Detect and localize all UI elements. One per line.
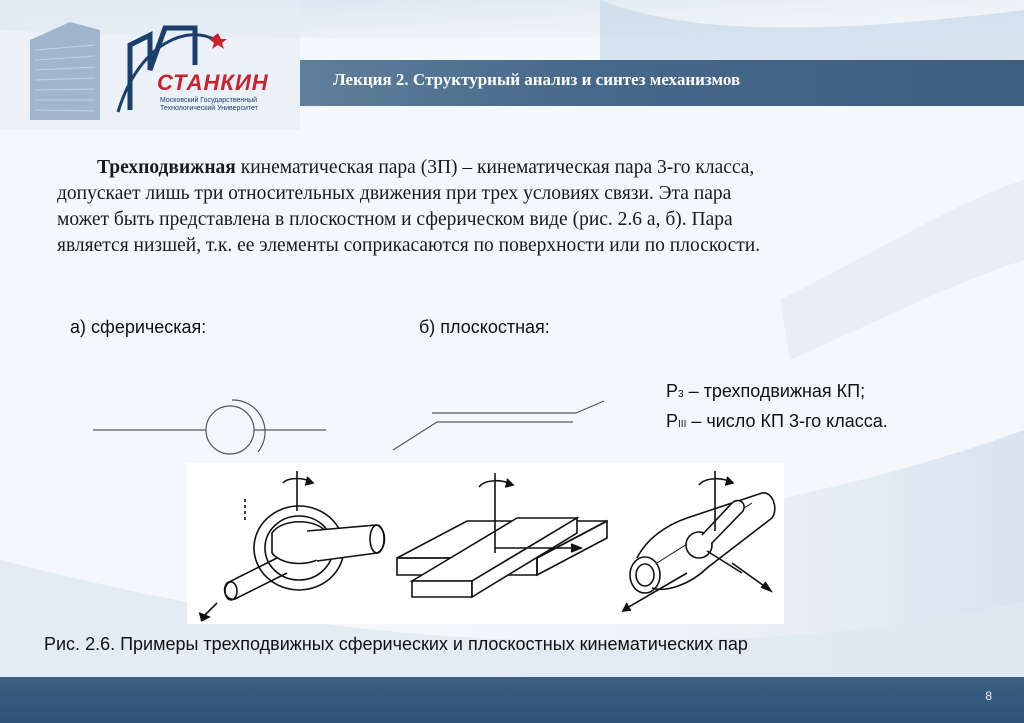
legend-symbol-1: Р xyxy=(666,381,679,401)
ball-joint-drawing xyxy=(199,471,385,621)
paragraph-line-4: является низшей, т.к. ее элементы соприкасаются по поверхности или по плоскости. xyxy=(57,235,761,256)
bold-term: Трехподвижная xyxy=(97,157,236,178)
cylinder-ball-drawing xyxy=(623,471,775,611)
figure-drawings xyxy=(187,463,784,624)
spherical-pair-symbol xyxy=(93,400,326,454)
page-number: 8 xyxy=(985,689,992,703)
legend-sub-2: III xyxy=(678,419,687,430)
planar-pair-symbol xyxy=(393,401,604,450)
figure-caption: Рис. 2.6. Примеры трехподвижных сферических и плоскостных кинематических пар xyxy=(44,634,748,654)
legend-text-1: – трехподвижная КП; xyxy=(683,381,866,401)
paragraph-line-3: может быть представлена в плоскостном и сферическом виде (рис. 2.6 а, б). Пара xyxy=(57,209,733,230)
legend-text-2: – число КП 3-го класса. xyxy=(686,411,888,431)
footer-bar xyxy=(0,677,1024,723)
line-1-text: кинематическая пара (3П) – кинематическая пара 3-го класса, xyxy=(235,157,755,178)
page-title: Лекция 2. Структурный анализ и синтез механизмов xyxy=(333,70,741,89)
caption-planar: б) плоскостная: xyxy=(419,317,550,337)
paragraph-line-2: допускает лишь три относительных движения при трех условиях связи. Эта пара xyxy=(57,183,732,204)
logo-subtitle-line-2: Технологический Университет xyxy=(160,105,258,112)
kinematic-pair-drawings xyxy=(187,463,784,624)
legend-symbol-2: Р xyxy=(666,411,679,431)
logo-subtitle-line-1: Московский Государственный xyxy=(160,97,258,104)
planar-plates-drawing xyxy=(397,473,607,597)
logo-wordmark: СТАНКИН xyxy=(157,70,269,95)
caption-spherical: а) сферическая: xyxy=(70,317,207,337)
legend-sub-1: 3 xyxy=(678,389,684,400)
